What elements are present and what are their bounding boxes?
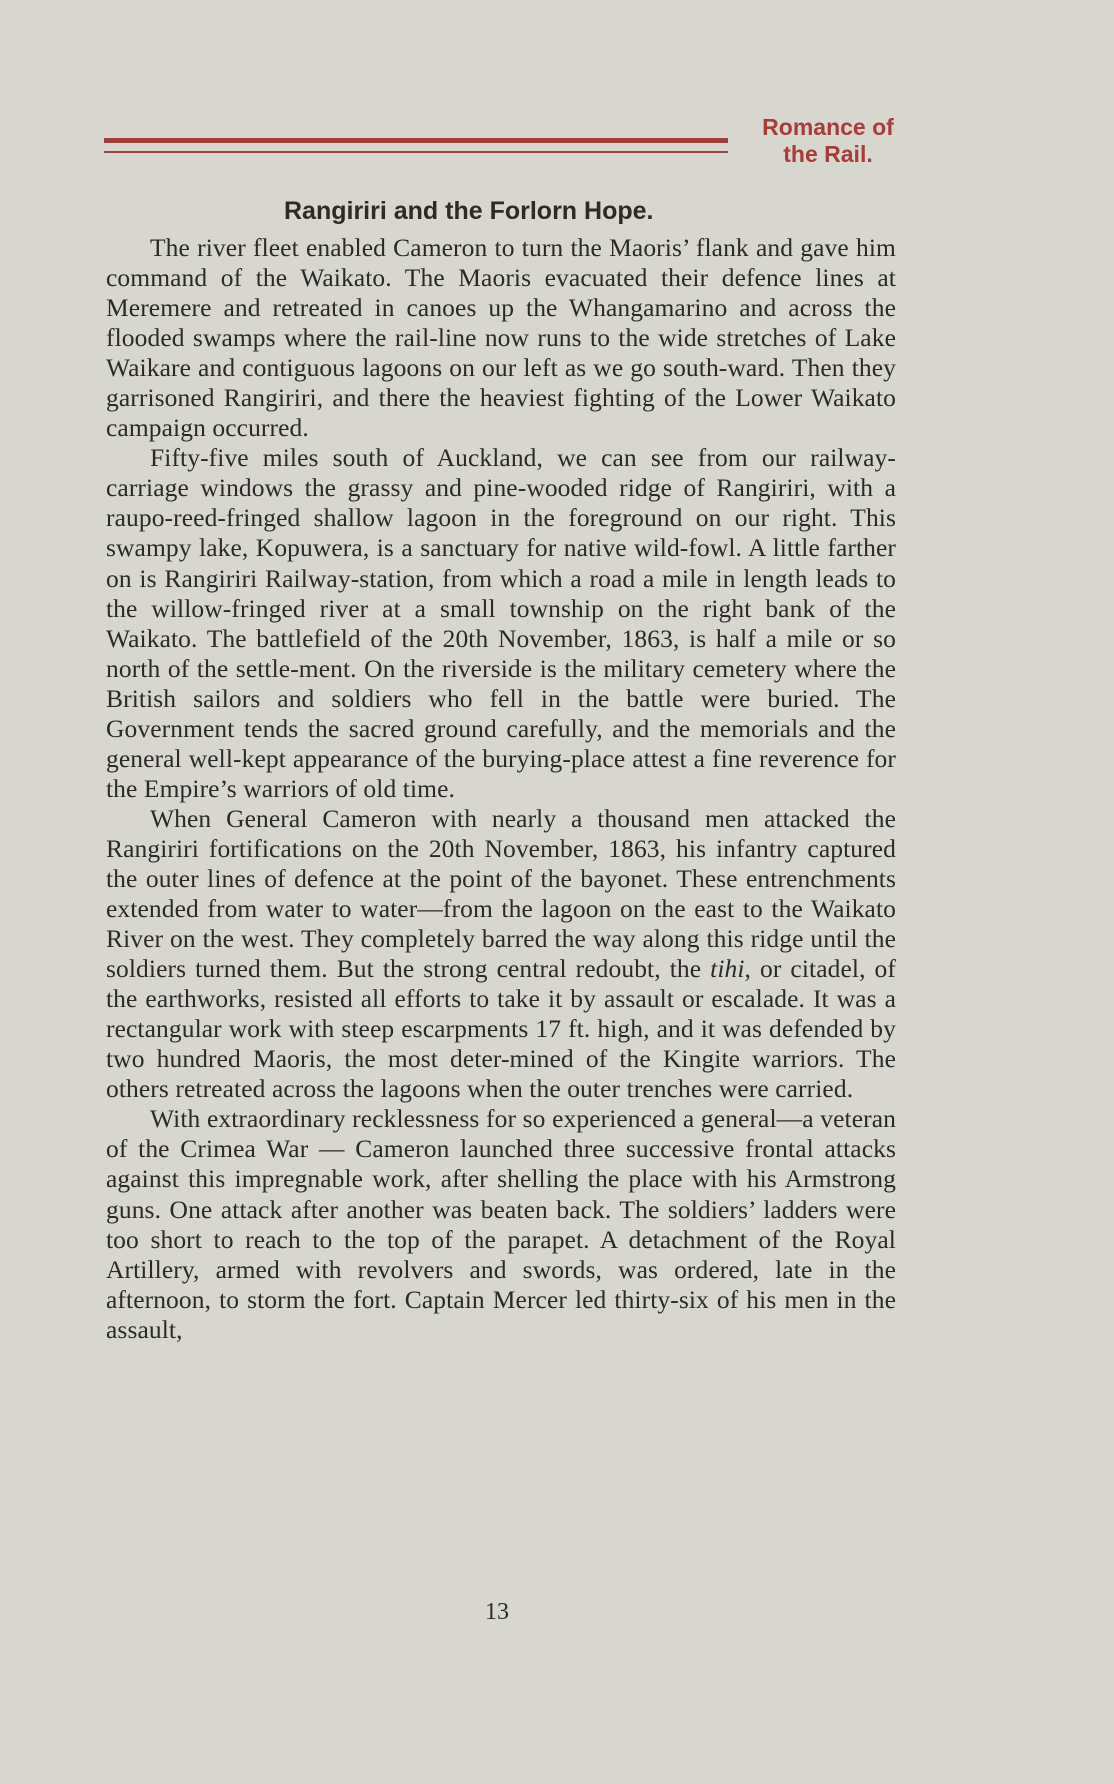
paragraph-3	[106, 804, 896, 1104]
paragraph-3-text-after-italic: , or citadel, of the earthworks, resisted all efforts to take it by assault or escalade. It was a rectangular work with steep escarpments 17 ft. high, and it was defended by two hundred Maoris, the most deter-mined of the Kingite warriors. The others retreated across the lagoons when the outer trenches were carried.	[106, 954, 896, 1104]
paragraph-2: Fifty-five miles south of Auckland, we can see from our railway-carriage windows the grassy and pine-wooded ridge of Rangiriri, with a raupo-reed-fringed shallow lagoon in the foreground on our right. This swampy lake, Kopuwera, is a sanctuary for native wild-fowl. A little farther on is Rangiriri Railway-station, from which a road a mile in length leads to the willow-fringed river at a small township on the right bank of the Waikato. The battlefield of the 20th November, 1863, is half a mile or so north of the settle-ment. On the riverside is the military cemetery where the British sailors and soldiers who fell in the battle were buried. The Government tends the sacred ground carefully, and the memorials and the general well-kept appearance of the burying-place attest a fine reverence for the Empire’s warriors of old time.	[106, 443, 896, 803]
page-number: 13	[485, 1599, 509, 1625]
header-rule-thin	[104, 151, 728, 153]
header-rule-thick	[104, 138, 728, 143]
italic-term-tihi: tihi	[710, 954, 745, 984]
running-head	[748, 114, 908, 168]
running-head-line-1: Romance of	[762, 114, 894, 140]
paragraph-4: With extraordinary recklessness for so experienced a general—a veteran of the Crimea War — Cameron launched three successive frontal attacks against this impregnable work, after shelling the place with his Armstrong guns. One attack after another was beaten back. The soldiers’ ladders were too short to reach to the top of the parapet. A detachment of the Royal Artillery, armed with revolvers and swords, was ordered, late in the afternoon, to storm the fort. Captain Mercer led thirty-six of his men in the assault,	[106, 1104, 896, 1344]
section-heading: Rangiriri and the Forlorn Hope.	[284, 197, 654, 225]
paragraph-3-text-before-italic: When General Cameron with nearly a thousand men attacked the Rangiriri fortifications on the 20th November, 1863, his infantry captured the outer lines of defence at the point of the bayonet. These entrenchments extended from water to water—from the lagoon on the east to the Waikato River on the west. They completely barred the way along this ridge until the soldiers turned them. But the strong central redoubt, the	[106, 803, 896, 984]
running-head-line-2: the Rail.	[783, 141, 873, 167]
paragraph-1: The river fleet enabled Cameron to turn the Maoris’ flank and gave him command of the Waikato. The Maoris evacuated their defence lines at Meremere and retreated in canoes up the Whangamarino and across the flooded swamps where the rail-line now runs to the wide stretches of Lake Waikare and contiguous lagoons on our left as we go south-ward. Then they garrisoned Rangiriri, and there the heaviest fighting of the Lower Waikato campaign occurred.	[106, 233, 896, 443]
body-text	[106, 233, 896, 1345]
